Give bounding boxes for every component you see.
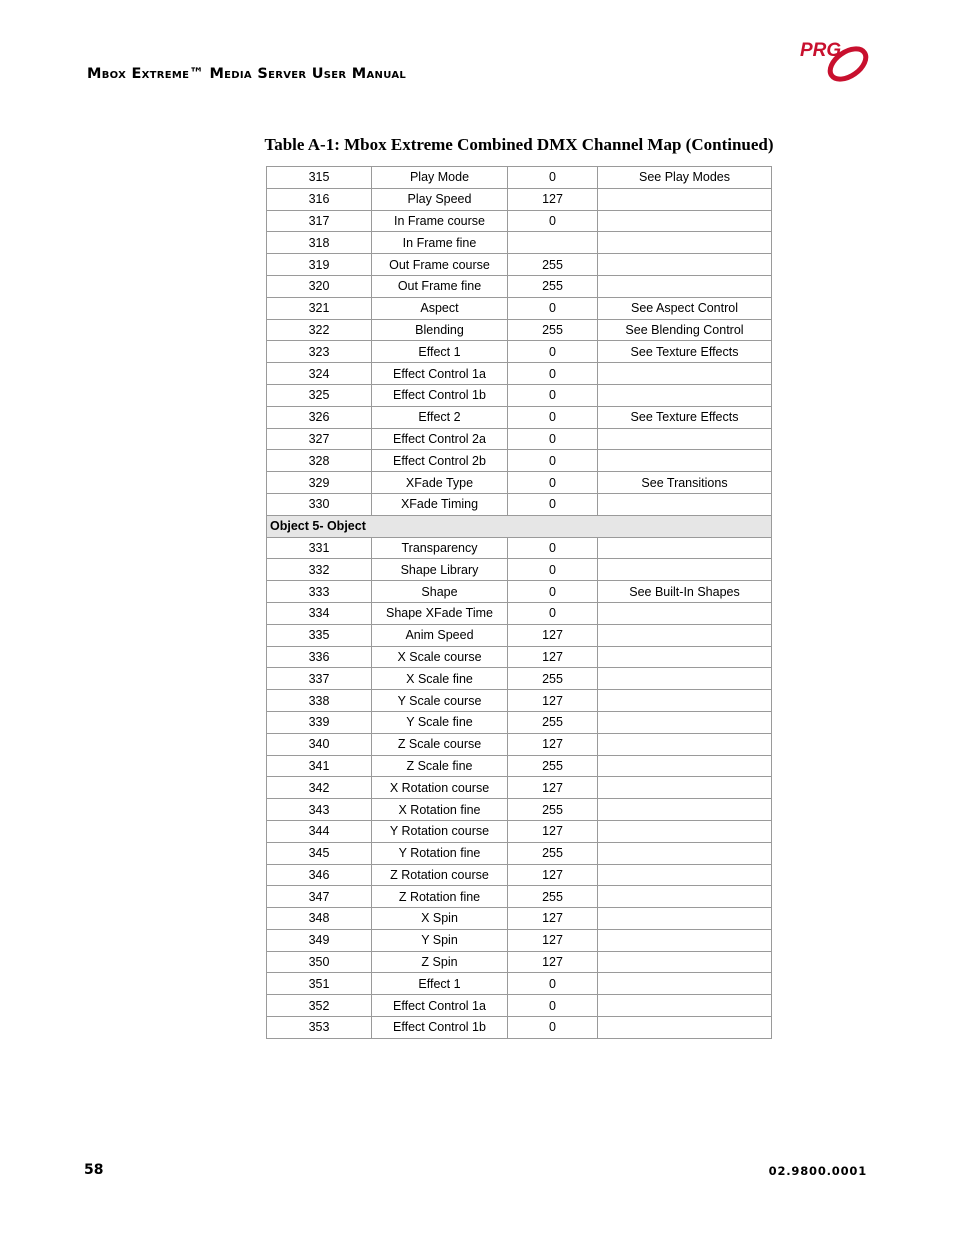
default-cell: 127 (508, 864, 598, 886)
default-cell: 0 (508, 559, 598, 581)
default-cell: 127 (508, 624, 598, 646)
channel-cell: 318 (267, 232, 372, 254)
default-cell: 255 (508, 275, 598, 297)
notes-cell (598, 690, 772, 712)
channel-cell: 344 (267, 820, 372, 842)
table-row (267, 537, 772, 559)
table-row (267, 995, 772, 1017)
function-cell: Effect Control 1b (372, 1017, 508, 1039)
table-row (267, 646, 772, 668)
channel-cell: 332 (267, 559, 372, 581)
function-cell: Y Scale course (372, 690, 508, 712)
notes-cell (598, 886, 772, 908)
function-cell: Z Rotation fine (372, 886, 508, 908)
default-cell: 127 (508, 929, 598, 951)
table-row (267, 908, 772, 930)
function-cell: Z Scale fine (372, 755, 508, 777)
channel-cell: 337 (267, 668, 372, 690)
page-number: 58 (84, 1162, 104, 1178)
default-cell: 255 (508, 319, 598, 341)
default-cell: 255 (508, 755, 598, 777)
default-cell: 0 (508, 472, 598, 494)
table-body-top (267, 167, 772, 516)
default-cell: 127 (508, 188, 598, 210)
table-row (267, 864, 772, 886)
function-cell: Play Speed (372, 188, 508, 210)
channel-cell: 317 (267, 210, 372, 232)
channel-cell: 353 (267, 1017, 372, 1039)
function-cell: Y Spin (372, 929, 508, 951)
table-title: Table A-1: Mbox Extreme Combined DMX Channel Map (Continued) (264, 135, 774, 154)
table-row (267, 319, 772, 341)
table-row (267, 254, 772, 276)
table-row (267, 493, 772, 515)
notes-cell (598, 820, 772, 842)
table-row (267, 472, 772, 494)
notes-cell (598, 493, 772, 515)
notes-cell (598, 275, 772, 297)
function-cell: Shape (372, 581, 508, 603)
notes-cell (598, 995, 772, 1017)
table-row (267, 711, 772, 733)
table-row (267, 951, 772, 973)
notes-cell (598, 232, 772, 254)
channel-cell: 349 (267, 929, 372, 951)
channel-cell: 346 (267, 864, 372, 886)
table-row (267, 275, 772, 297)
table-row (267, 690, 772, 712)
channel-cell: 327 (267, 428, 372, 450)
table-row (267, 384, 772, 406)
channel-cell: 324 (267, 363, 372, 385)
default-cell: 0 (508, 406, 598, 428)
default-cell: 255 (508, 254, 598, 276)
notes-cell (598, 951, 772, 973)
channel-cell: 319 (267, 254, 372, 276)
function-cell: X Spin (372, 908, 508, 930)
default-cell: 127 (508, 908, 598, 930)
function-cell: Transparency (372, 537, 508, 559)
channel-cell: 336 (267, 646, 372, 668)
notes-cell (598, 537, 772, 559)
section-header-row (267, 515, 772, 537)
channel-cell: 342 (267, 777, 372, 799)
table-row (267, 733, 772, 755)
channel-cell: 320 (267, 275, 372, 297)
table-row (267, 929, 772, 951)
channel-cell: 338 (267, 690, 372, 712)
channel-cell: 329 (267, 472, 372, 494)
channel-cell: 335 (267, 624, 372, 646)
function-cell: Effect Control 1a (372, 363, 508, 385)
table-row (267, 602, 772, 624)
function-cell: X Scale fine (372, 668, 508, 690)
channel-cell: 351 (267, 973, 372, 995)
default-cell: 0 (508, 428, 598, 450)
function-cell: Effect Control 1b (372, 384, 508, 406)
channel-cell: 316 (267, 188, 372, 210)
channel-cell: 323 (267, 341, 372, 363)
notes-cell (598, 973, 772, 995)
table-row (267, 406, 772, 428)
notes-cell: See Transitions (598, 472, 772, 494)
notes-cell (598, 210, 772, 232)
function-cell: Shape XFade Time (372, 602, 508, 624)
channel-cell: 334 (267, 602, 372, 624)
function-cell: Effect 2 (372, 406, 508, 428)
notes-cell (598, 842, 772, 864)
table-row (267, 799, 772, 821)
default-cell: 255 (508, 668, 598, 690)
notes-cell: See Texture Effects (598, 341, 772, 363)
table-row (267, 777, 772, 799)
default-cell: 0 (508, 450, 598, 472)
channel-cell: 340 (267, 733, 372, 755)
default-cell: 127 (508, 733, 598, 755)
notes-cell (598, 929, 772, 951)
default-cell: 0 (508, 341, 598, 363)
default-cell: 255 (508, 799, 598, 821)
default-cell: 255 (508, 711, 598, 733)
function-cell: Aspect (372, 297, 508, 319)
notes-cell: See Aspect Control (598, 297, 772, 319)
function-cell: X Scale course (372, 646, 508, 668)
table-row (267, 297, 772, 319)
notes-cell (598, 646, 772, 668)
prg-logo-text: PRG (800, 40, 842, 61)
default-cell: 0 (508, 973, 598, 995)
function-cell: Z Spin (372, 951, 508, 973)
notes-cell (598, 799, 772, 821)
table-row (267, 886, 772, 908)
table-row (267, 820, 772, 842)
table-row (267, 559, 772, 581)
notes-cell (598, 908, 772, 930)
function-cell: Y Rotation fine (372, 842, 508, 864)
channel-cell: 328 (267, 450, 372, 472)
channel-cell: 343 (267, 799, 372, 821)
default-cell: 127 (508, 690, 598, 712)
default-cell (508, 232, 598, 254)
table-body-bottom (267, 537, 772, 1038)
default-cell: 127 (508, 777, 598, 799)
default-cell: 127 (508, 951, 598, 973)
document-number: 02.9800.0001 (768, 1164, 867, 1178)
function-cell: Out Frame course (372, 254, 508, 276)
table-row (267, 167, 772, 189)
function-cell: Effect Control 2b (372, 450, 508, 472)
notes-cell: See Blending Control (598, 319, 772, 341)
function-cell: In Frame course (372, 210, 508, 232)
table-section (267, 515, 772, 537)
default-cell: 0 (508, 602, 598, 624)
default-cell: 255 (508, 886, 598, 908)
channel-cell: 352 (267, 995, 372, 1017)
notes-cell: See Built-In Shapes (598, 581, 772, 603)
channel-cell: 330 (267, 493, 372, 515)
function-cell: XFade Type (372, 472, 508, 494)
channel-cell: 326 (267, 406, 372, 428)
function-cell: Z Rotation course (372, 864, 508, 886)
default-cell: 0 (508, 581, 598, 603)
channel-cell: 350 (267, 951, 372, 973)
function-cell: Y Rotation course (372, 820, 508, 842)
table-row (267, 450, 772, 472)
notes-cell (598, 188, 772, 210)
function-cell: Effect 1 (372, 973, 508, 995)
default-cell: 0 (508, 1017, 598, 1039)
function-cell: Y Scale fine (372, 711, 508, 733)
channel-cell: 315 (267, 167, 372, 189)
table-row (267, 668, 772, 690)
notes-cell (598, 559, 772, 581)
table-row (267, 188, 772, 210)
section-label: Object 5- Object (267, 515, 772, 537)
notes-cell (598, 363, 772, 385)
function-cell: Play Mode (372, 167, 508, 189)
function-cell: Effect Control 2a (372, 428, 508, 450)
function-cell: Blending (372, 319, 508, 341)
default-cell: 0 (508, 167, 598, 189)
function-cell: Anim Speed (372, 624, 508, 646)
notes-cell (598, 864, 772, 886)
channel-cell: 325 (267, 384, 372, 406)
notes-cell (598, 711, 772, 733)
table-row (267, 341, 772, 363)
table-row (267, 755, 772, 777)
function-cell: Shape Library (372, 559, 508, 581)
default-cell: 0 (508, 493, 598, 515)
notes-cell (598, 624, 772, 646)
prg-logo (798, 36, 874, 82)
function-cell: Z Scale course (372, 733, 508, 755)
table-row (267, 210, 772, 232)
table-row (267, 624, 772, 646)
default-cell: 0 (508, 384, 598, 406)
table-row (267, 232, 772, 254)
default-cell: 0 (508, 210, 598, 232)
table-row (267, 363, 772, 385)
table-row (267, 842, 772, 864)
notes-cell (598, 254, 772, 276)
notes-cell: See Texture Effects (598, 406, 772, 428)
default-cell: 0 (508, 363, 598, 385)
default-cell: 0 (508, 995, 598, 1017)
function-cell: Effect 1 (372, 341, 508, 363)
table-row (267, 1017, 772, 1039)
channel-cell: 339 (267, 711, 372, 733)
notes-cell: See Play Modes (598, 167, 772, 189)
default-cell: 0 (508, 537, 598, 559)
channel-cell: 331 (267, 537, 372, 559)
notes-cell (598, 428, 772, 450)
notes-cell (598, 668, 772, 690)
function-cell: Out Frame fine (372, 275, 508, 297)
function-cell: Effect Control 1a (372, 995, 508, 1017)
table-row (267, 581, 772, 603)
function-cell: X Rotation fine (372, 799, 508, 821)
notes-cell (598, 602, 772, 624)
function-cell: X Rotation course (372, 777, 508, 799)
channel-cell: 348 (267, 908, 372, 930)
function-cell: XFade Timing (372, 493, 508, 515)
default-cell: 127 (508, 820, 598, 842)
channel-cell: 345 (267, 842, 372, 864)
default-cell: 0 (508, 297, 598, 319)
channel-cell: 321 (267, 297, 372, 319)
document-header-title: Mbox Extreme™ Media Server User Manual (87, 66, 407, 82)
channel-cell: 333 (267, 581, 372, 603)
default-cell: 255 (508, 842, 598, 864)
channel-cell: 341 (267, 755, 372, 777)
dmx-channel-table (266, 166, 772, 1039)
notes-cell (598, 1017, 772, 1039)
table-row (267, 428, 772, 450)
notes-cell (598, 755, 772, 777)
notes-cell (598, 384, 772, 406)
notes-cell (598, 777, 772, 799)
table-row (267, 973, 772, 995)
notes-cell (598, 733, 772, 755)
notes-cell (598, 450, 772, 472)
channel-cell: 322 (267, 319, 372, 341)
channel-cell: 347 (267, 886, 372, 908)
default-cell: 127 (508, 646, 598, 668)
function-cell: In Frame fine (372, 232, 508, 254)
